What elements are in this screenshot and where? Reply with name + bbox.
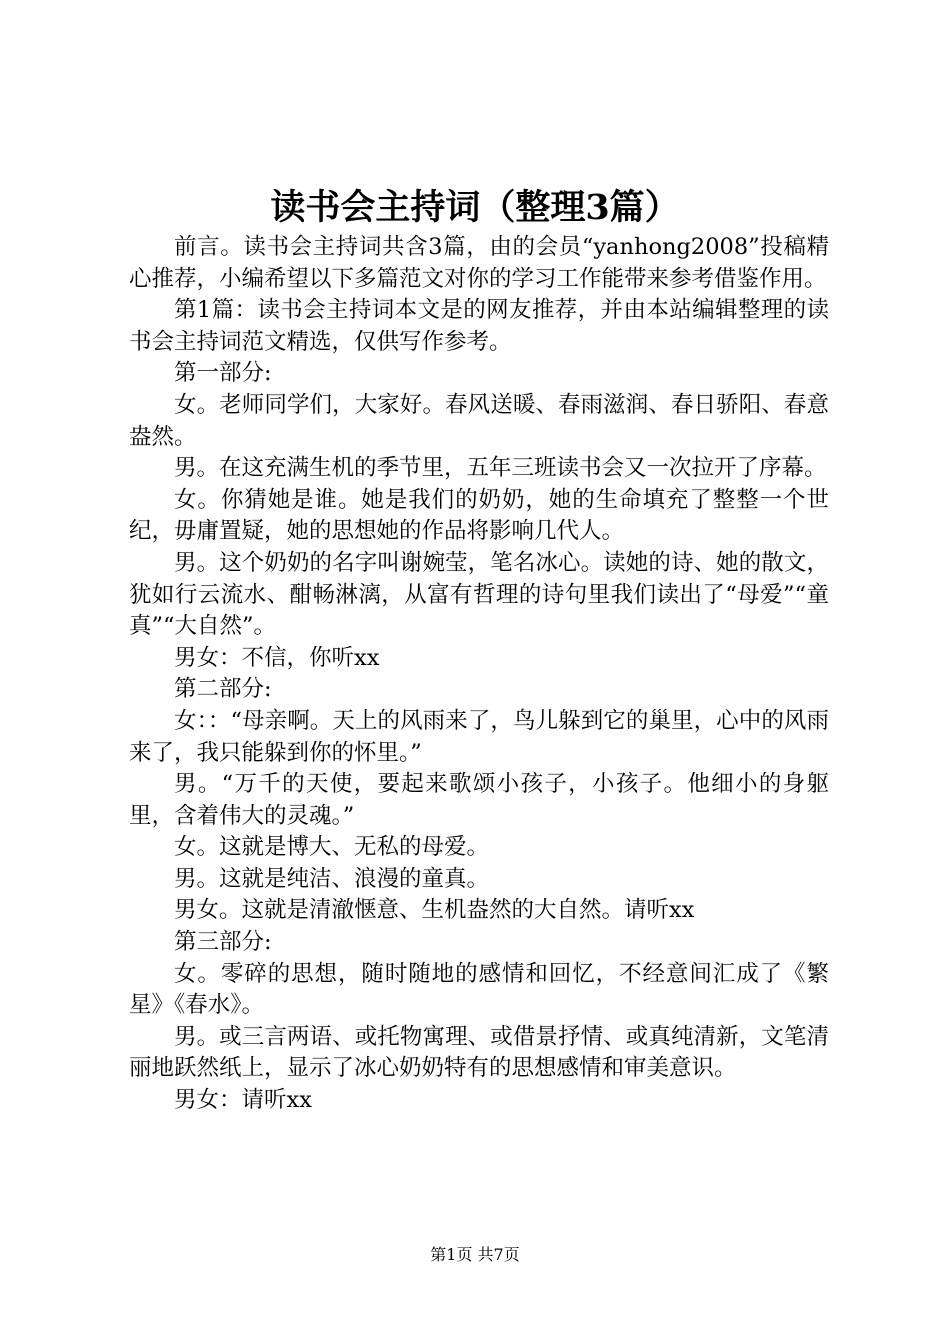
dialogue-line: 男。这就是纯洁、浪漫的童真。 (174, 865, 490, 892)
section-heading-part-2: 第二部分: (174, 676, 272, 703)
dialogue-line: 女。零碎的思想，随时随地的感情和回忆，不经意间汇成了《繁星》《春水》。 (129, 960, 829, 1019)
dialogue-line: 女。这就是博大、无私的母爱。 (174, 834, 490, 861)
page-number-footer: 第1页 共7页 (430, 1245, 520, 1264)
dialogue-line: 女。老师同学们，大家好。春风送暖、春雨滋润、春日骄阳、春意盎然。 (129, 391, 829, 450)
dialogue-line: 男。这个奶奶的名字叫谢婉莹，笔名冰心。读她的诗、她的散文，犹如行云流水、酣畅淋漓，从富有哲理的诗句里我们读出了“母爱”“童真”“大自然”。 (129, 549, 829, 640)
document-title: 读书会主持词（整理3篇） (270, 187, 680, 228)
section-heading-part-3: 第三部分: (174, 929, 272, 956)
document-body (129, 232, 829, 1117)
dialogue-line: 男女：不信，你听xx (174, 644, 380, 671)
dialogue-line: 男女：请听xx (174, 1087, 312, 1114)
dialogue-line: 男。在这充满生机的季节里，五年三班读书会又一次拉开了序幕。 (174, 455, 827, 482)
dialogue-line: 女。你猜她是谁。她是我们的奶奶，她的生命填充了整整一个世纪，毋庸置疑，她的思想她的作品将影响几代人。 (129, 486, 829, 545)
dialogue-line: 男。“万千的天使，要起来歌颂小孩子，小孩子。他细小的身躯里，含着伟大的灵魂。” (129, 771, 829, 829)
dialogue-line: 女：：“母亲啊。天上的风雨来了，鸟儿躲到它的巢里，心中的风雨来了，我只能躲到你的怀里。” (129, 707, 829, 766)
dialogue-line: 男。或三言两语、或托物寓理、或借景抒情、或真纯清新，文笔清丽地跃然纸上，显示了冰心奶奶特有的思想感情和审美意识。 (129, 1023, 829, 1082)
paragraph-article-intro: 第1篇：读书会主持词本文是的网友推荐，并由本站编辑整理的读书会主持词范文精选，仅供写作参考。 (129, 297, 829, 355)
section-heading-part-1: 第一部分: (174, 360, 272, 387)
paragraph-preface: 前言。读书会主持词共含3篇，由的会员“yanhong2008”投稿精心推荐，小编希望以下多篇范文对你的学习工作能带来参考借鉴作用。 (129, 234, 829, 292)
dialogue-line: 男女。这就是清澈惬意、生机盎然的大自然。请听xx (174, 897, 695, 924)
